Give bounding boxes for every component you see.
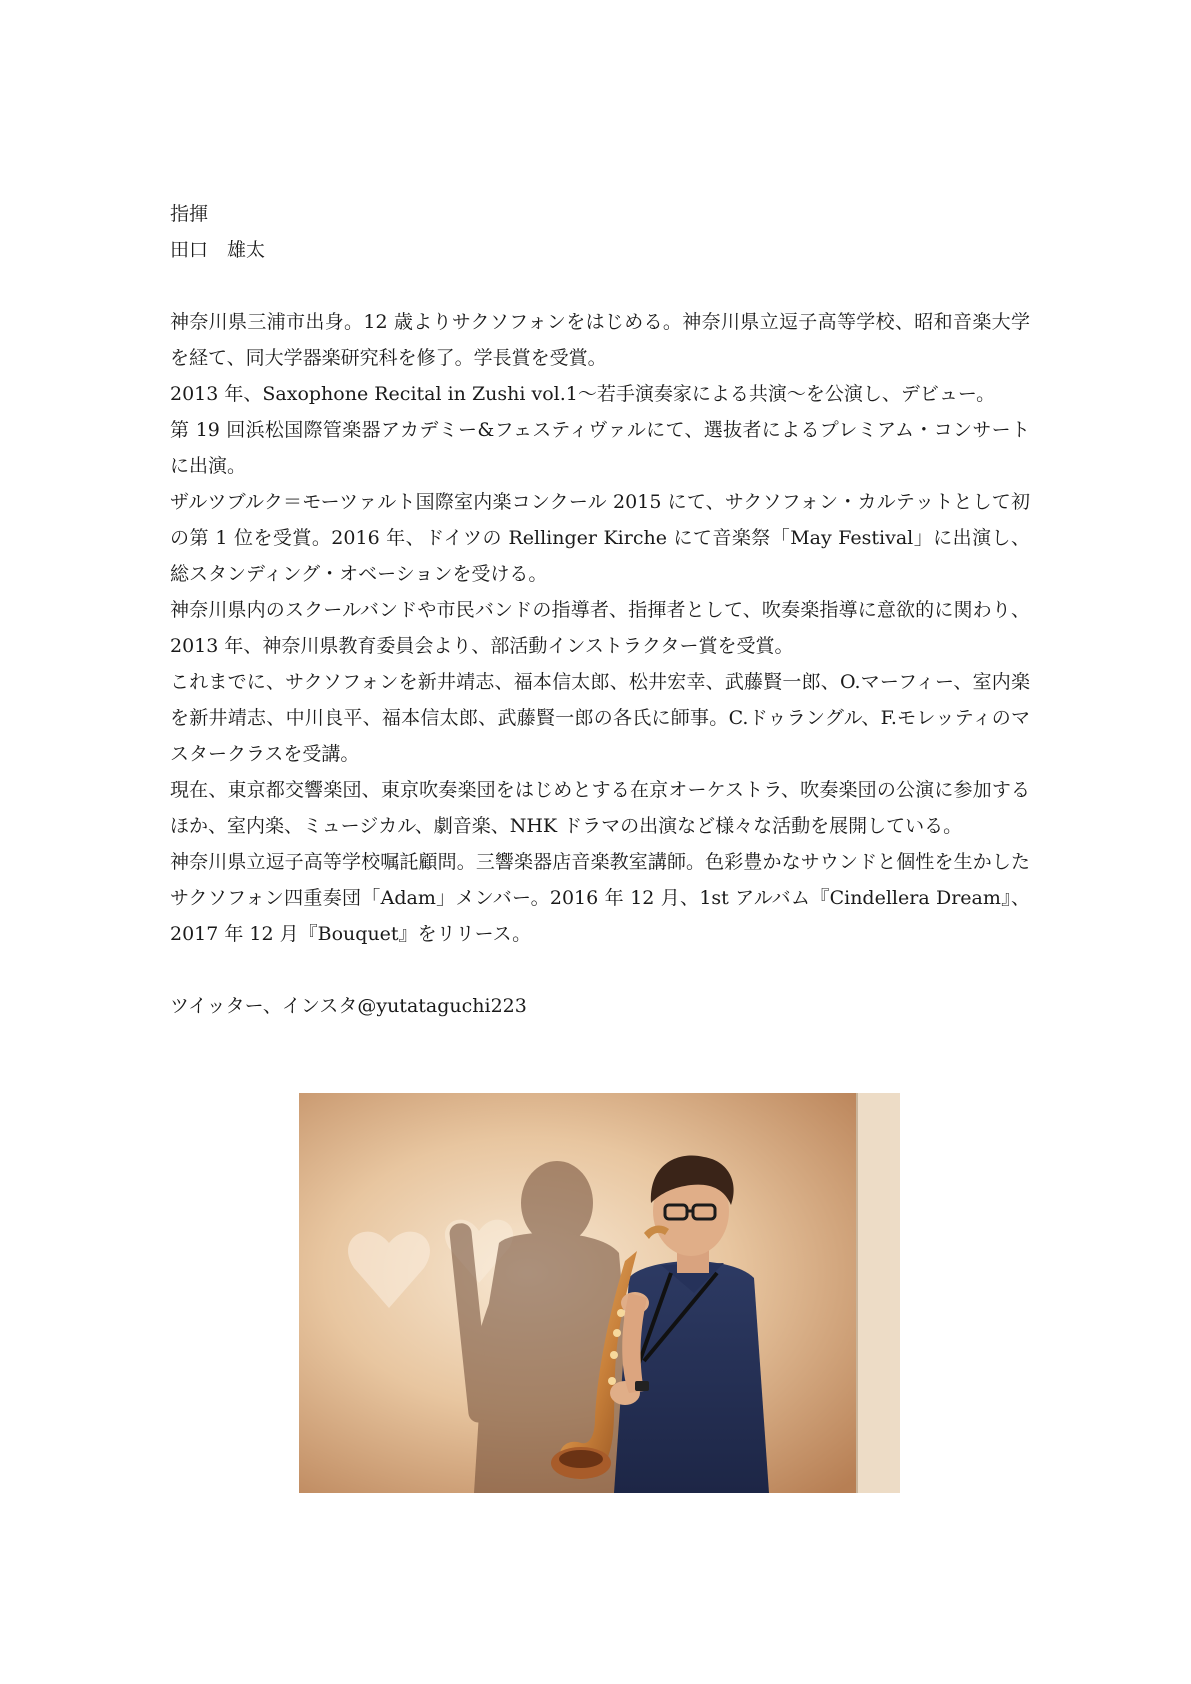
bio-paragraph: これまでに、サクソフォンを新井靖志、福本信太郎、松井宏幸、武藤賢一郎、O.マーフィー、室内楽を新井靖志、中川良平、福本信太郎、武藤賢一郎の各氏に師事。C.ドゥラングル、F.モレッティのマスタークラスを受講。	[170, 671, 1030, 765]
saxophonist-photo	[299, 1093, 900, 1493]
bio-paragraph: 第 19 回浜松国際管楽器アカデミー&フェスティヴァルにて、選抜者によるプレミアム・コンサートに出演。	[170, 419, 1030, 477]
bio-paragraph: 神奈川県立逗子高等学校嘱託顧問。三響楽器店音楽教室講師。色彩豊かなサウンドと個性を生かしたサクソフォン四重奏団「Adam」メンバー。2016 年 12 月、1st アルバム『Cindellera Dream』、2017 年 12 月『Bouquet』をリリース。	[170, 851, 1030, 945]
bio-paragraph: 神奈川県内のスクールバンドや市民バンドの指導者、指揮者として、吹奏楽指導に意欲的に関わり、2013 年、神奈川県教育委員会より、部活動インストラクター賞を受賞。	[170, 599, 1030, 657]
spacer	[170, 268, 1030, 304]
page-content	[170, 196, 1030, 1024]
role-heading: 指揮	[170, 203, 209, 225]
spacer	[170, 952, 1030, 988]
conductor-name: 田口 雄太	[170, 239, 266, 261]
bio-paragraph: 2013 年、Saxophone Recital in Zushi vol.1〜若手演奏家による共演〜を公演し、デビュー。	[170, 383, 996, 405]
bio-paragraph: ザルツブルク＝モーツァルト国際室内楽コンクール 2015 にて、サクソフォン・カルテットとして初の第 1 位を受賞。2016 年、ドイツの Rellinger Kirche にて音楽祭「May Festival」に出演し、総スタンディング・オベーションを受ける。	[170, 491, 1030, 585]
social-handle: ツイッター、インスタ@yutataguchi223	[170, 995, 527, 1017]
bio-paragraph: 現在、東京都交響楽団、東京吹奏楽団をはじめとする在京オーケストラ、吹奏楽団の公演に参加するほか、室内楽、ミュージカル、劇音楽、NHK ドラマの出演など様々な活動を展開している。	[170, 779, 1030, 837]
bio-paragraph: 神奈川県三浦市出身。12 歳よりサクソフォンをはじめる。神奈川県立逗子高等学校、昭和音楽大学を経て、同大学器楽研究科を修了。学長賞を受賞。	[170, 311, 1030, 369]
